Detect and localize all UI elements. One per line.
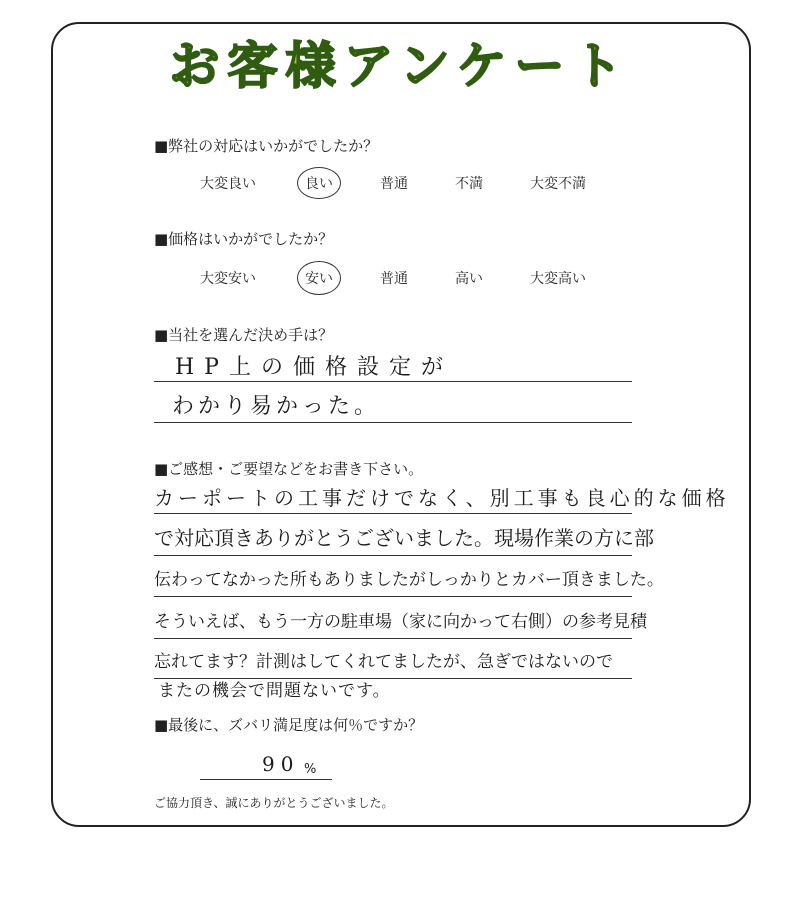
- question-deciding-factor: ■当社を選んだ決め手は？: [154, 326, 334, 344]
- option-service-normal: 普通: [380, 176, 408, 192]
- handwritten-comment-line: 忘れてます？計測はしてくれてましたが、急ぎではないので: [154, 652, 613, 672]
- option-price-very-high: 大変高い: [530, 271, 586, 287]
- answer-rule: [154, 638, 632, 639]
- handwritten-answer-line: わかり易かった。: [172, 394, 381, 419]
- survey-title: お客様アンケート: [169, 37, 631, 95]
- option-price-cheap: 安い: [305, 271, 333, 287]
- option-price-very-cheap: 大変安い: [200, 271, 256, 287]
- handwritten-comment-line: またの機会で問題ないです。: [158, 681, 391, 701]
- handwritten-comment-line: 伝わってなかった所もありましたがしっかりとカバー頂きました。: [154, 570, 664, 590]
- question-service: ■弊社の対応はいかがでしたか？: [154, 137, 379, 155]
- question-satisfaction: ■最後に、ズバリ満足度は何％ですか？: [154, 716, 424, 734]
- option-price-normal: 普通: [380, 271, 408, 287]
- handwritten-comment-line: で対応頂きありがとうございました。現場作業の方に部: [154, 526, 654, 550]
- option-service-very-dissatisfied: 大変不満: [530, 176, 586, 192]
- option-service-very-good: 大変良い: [200, 176, 256, 192]
- question-comments: ■ご感想・ご要望などをお書き下さい。: [154, 460, 424, 478]
- handwritten-comment-line: そういえば、もう一方の駐車場（家に向かって右側）の参考見積: [154, 612, 647, 632]
- handwritten-answer-line: HP上の価格設定が: [175, 355, 453, 380]
- answer-rule: [154, 422, 632, 423]
- answer-rule: [154, 555, 632, 556]
- handwritten-comment-line: カーポートの工事だけでなく、別工事も良心的な価格: [154, 486, 730, 510]
- option-price-high: 高い: [455, 271, 483, 287]
- question-price: ■価格はいかがでしたか？: [154, 230, 334, 248]
- answer-rule: [154, 513, 632, 514]
- handwritten-satisfaction-value: 90: [262, 752, 300, 776]
- option-service-good: 良い: [305, 176, 333, 192]
- answer-rule: [200, 779, 332, 780]
- answer-rule: [154, 381, 632, 382]
- thank-you-note: ご協力頂き、誠にありがとうございました。: [154, 796, 394, 810]
- option-service-dissatisfied: 不満: [455, 176, 483, 192]
- percent-unit: %: [304, 762, 317, 777]
- answer-rule: [154, 596, 632, 597]
